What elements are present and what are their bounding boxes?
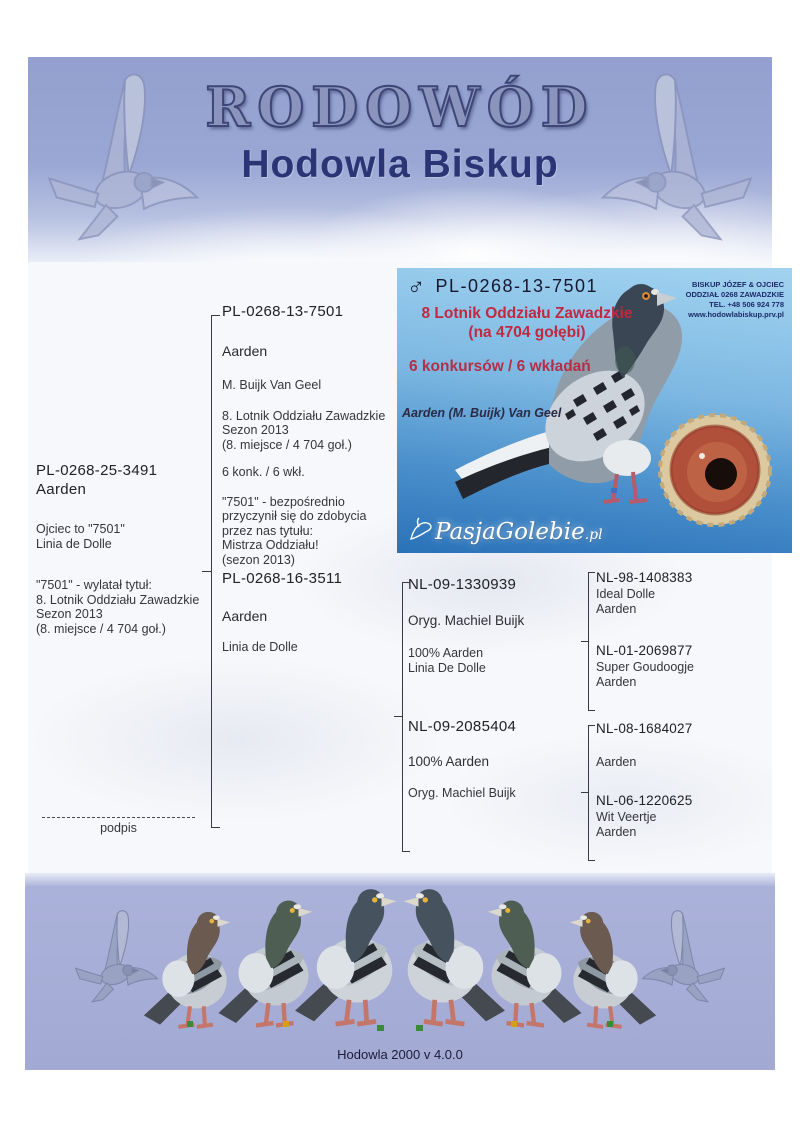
subject-info: Linia de Dolle (36, 536, 112, 551)
pedigree-line (394, 716, 402, 717)
father-block (222, 303, 385, 567)
ggp-line: Aarden (596, 824, 637, 839)
pedigree-line (588, 572, 589, 711)
ggp-name (596, 738, 692, 753)
grandsire-origin: Oryg. Machiel Buijk (408, 613, 525, 628)
watermark (405, 517, 603, 545)
watermark-tld: .pl (584, 527, 603, 543)
pedigree-line (402, 582, 403, 852)
achievement-line: (na 4704 gołębi) (468, 324, 586, 341)
ggp-block (596, 721, 692, 769)
pedigree-line (588, 710, 595, 711)
subject-info: Ojciec to "7501" (36, 522, 125, 536)
ggp-name: Wit Veertje (596, 810, 657, 824)
ggp-line: Aarden (596, 754, 637, 769)
granddam-block (408, 718, 516, 801)
ggp-name: Ideal Dolle (596, 587, 656, 601)
subject-note: (8. miejsce / 4 704 goł.) (36, 621, 166, 636)
grandsire-block (408, 576, 524, 675)
header-banner (28, 57, 772, 262)
breeder-contact-block (686, 280, 784, 320)
mother-name: Aarden (222, 608, 268, 624)
pedigree-line (588, 572, 595, 573)
father-breeder: M. Buijk Van Geel (222, 378, 322, 392)
father-note: Mistrza Oddziału! (222, 538, 319, 552)
signature-label: podpis (100, 821, 137, 835)
subject-ring: PL-0268-25-3491 (36, 462, 158, 479)
ggp-line: Aarden (596, 601, 637, 616)
mother-ring: PL-0268-16-3511 (222, 570, 343, 587)
pedigree-line (402, 851, 410, 852)
granddam-name: 100% Aarden (408, 754, 490, 769)
pigeon-outline-icon (405, 517, 435, 543)
pedigree-line (588, 860, 595, 861)
father-result: Sezon 2013 (222, 423, 289, 437)
ggp-ring: NL-01-2069877 (596, 643, 693, 658)
father-result: (8. miejsce / 4 704 goł.) (222, 437, 352, 452)
watermark-text: PasjaGolebie (435, 519, 585, 545)
father-note: przyczynił się do zdobycia (222, 509, 367, 523)
eye-closeup (660, 415, 770, 525)
subject-note: "7501" - wylatał tytuł: (36, 578, 152, 592)
loft-name: Hodowla Biskup (241, 143, 559, 186)
ggp-ring: NL-98-1408383 (596, 570, 693, 585)
photo-ring-number: PL-0268-13-7501 (435, 276, 599, 296)
pigeons-group-image (25, 873, 775, 1070)
ggp-block (596, 643, 694, 689)
pedigree-line (202, 571, 211, 572)
pedigree-line (581, 792, 588, 793)
pedigree-line (211, 315, 212, 828)
grandsire-info: Linia De Dolle (408, 660, 486, 675)
subject-name: Aarden (36, 481, 87, 498)
ggp-line: Aarden (596, 674, 637, 689)
subject-note: Sezon 2013 (36, 607, 103, 621)
grandsire-info: 100% Aarden (408, 646, 484, 660)
father-result: 8. Lotnik Oddziału Zawadzkie (222, 408, 386, 423)
contact-line: ODDZIAŁ 0268 ZAWADZKIE (685, 290, 784, 299)
photo-ring-row (407, 274, 598, 302)
signature-line (42, 817, 195, 818)
mother-line: Linia de Dolle (222, 640, 298, 654)
photo-caption: Aarden (M. Buijk) Van Geel (402, 406, 562, 420)
father-note: (sezon 2013) (222, 552, 295, 567)
granddam-ring: NL-09-2085404 (408, 718, 517, 735)
subject-note: 8. Lotnik Oddziału Zawadzkie (36, 592, 200, 607)
ggp-block (596, 793, 692, 839)
father-stats: 6 konk. / 6 wkł. (222, 465, 305, 479)
pedigree-line (588, 725, 595, 726)
ggp-ring: NL-08-1684027 (596, 721, 693, 736)
contact-line: TEL. +48 506 924 778 (709, 300, 784, 309)
achievement-text (397, 304, 657, 342)
father-name: Aarden (222, 343, 268, 359)
father-ring: PL-0268-13-7501 (222, 303, 344, 320)
pedigree-line (211, 827, 220, 828)
father-note: "7501" - bezpośrednio (222, 494, 345, 509)
mother-block (222, 570, 342, 655)
pedigree-line (211, 315, 220, 316)
pedigree-line (588, 725, 589, 861)
pigeon-photo (397, 268, 792, 553)
ggp-ring: NL-06-1220625 (596, 793, 693, 808)
bottom-banner (25, 873, 775, 1070)
achievement-line: 8 Lotnik Oddziału Zawadzkie (421, 305, 633, 322)
granddam-origin: Oryg. Machiel Buijk (408, 786, 516, 800)
grandsire-ring: NL-09-1330939 (408, 576, 517, 593)
father-note: przez nas tytułu: (222, 523, 314, 538)
contact-line: www.hodowlabiskup.prv.pl (688, 310, 784, 319)
ggp-block (596, 570, 692, 616)
contact-line: BISKUP JÓZEF & OJCIEC (692, 280, 784, 289)
document-title: RODOWÓD (205, 75, 595, 139)
race-stats-text: 6 konkursów / 6 wkładań (409, 358, 591, 375)
software-version: Hodowla 2000 v 4.0.0 (337, 1047, 463, 1062)
pedigree-line (581, 641, 588, 642)
subject-block (36, 462, 199, 636)
male-icon: ♂ (407, 274, 425, 301)
ggp-name: Super Goudoogje (596, 660, 694, 674)
